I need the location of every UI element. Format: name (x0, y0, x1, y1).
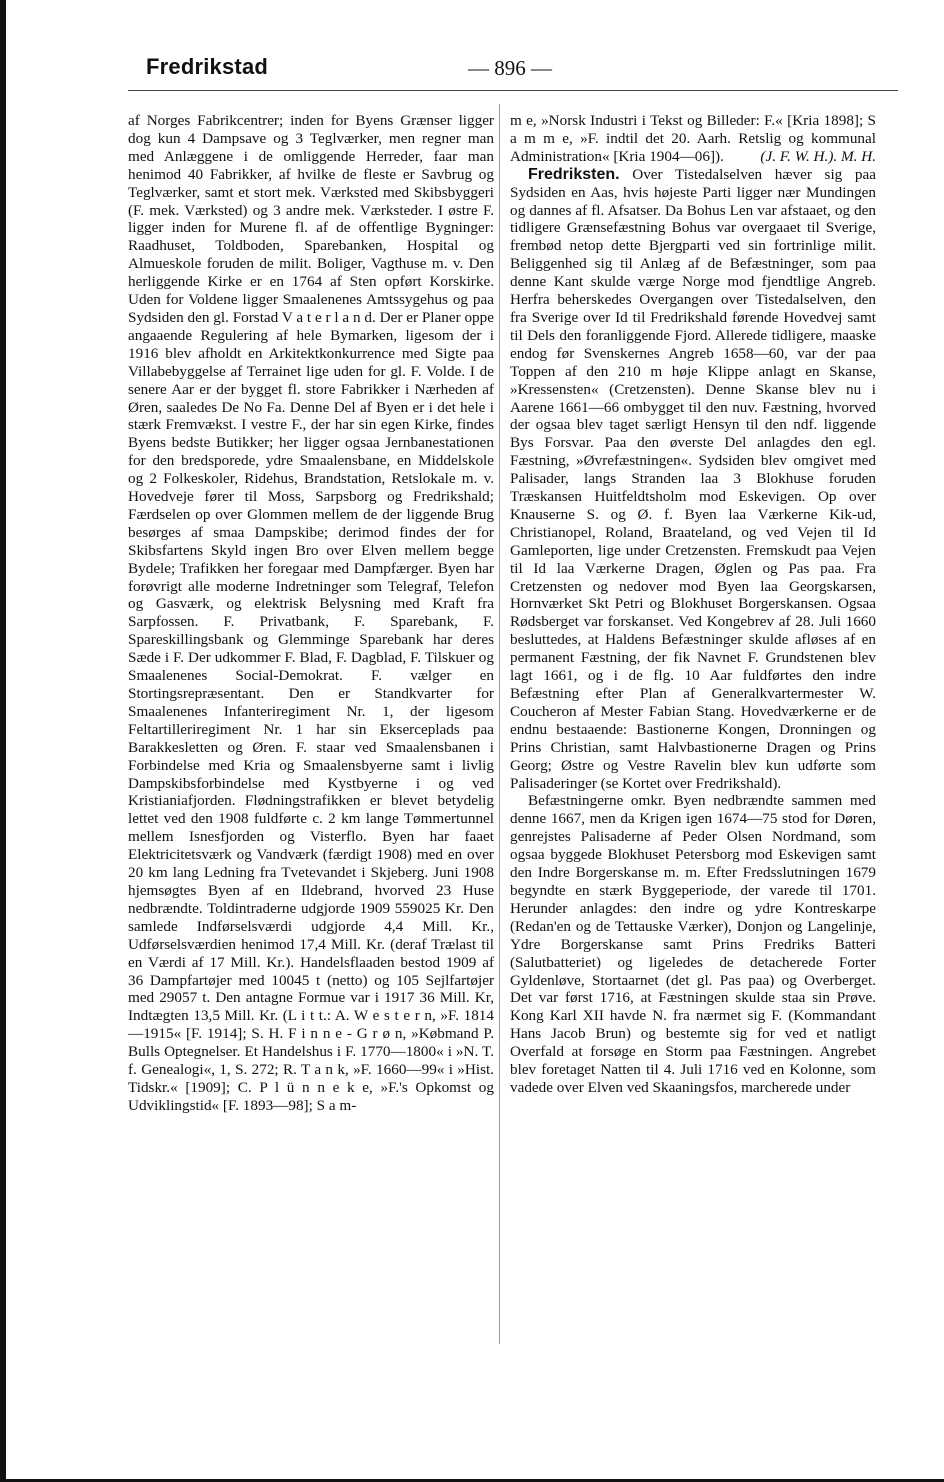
left-column (128, 112, 494, 1342)
entry-fredriksten (510, 166, 876, 793)
entry-paragraph-2: Befæstningerne omkr. Byen nedbrændte sammen med denne 1667, men da Krigen igen 1674—75 stod for Døren, genrejstes Palisaderne af Peder Olsen Nordmand, som ogsaa byggede Blokhuset Petersborg mod Eskevigen samt den Indre Borgerskanse m. m. Efter Fredsslutningen 1679 begyndte en stærk Byggeperiode, der varede til 1701. Herunder anlagdes: den indre og ydre Kontreskarpe (Redan'en og de Tettauske Værker), Donjon og Langelinje, Ydre Borgerskanse samt Prins Fredriks Batteri (Salutbatteriet) og ligeledes de detacherede Forter Gyldenløve, Stortaarnet (det gl. Pas paa) og Overberget. Det var først 1716, at Fæstningen skulde staa sin Prøve. Kong Karl XII havde N. fra nærmet sig F. (Kommandant Hans Jacob Brun) og bestemte sig for ved et natligt Overfald at forsøge en Storm paa Fæstningen. Angrebet blev foretaget Natten til 4. Juli 1716 ved en Kolonne, som vadede over Elven ved Skaaningsfos, marcherede under (510, 792, 876, 1096)
scan-edge-left (0, 0, 6, 1482)
page-header (0, 52, 944, 88)
entry-paragraph-1: Over Tistedalselven hæver sig paa Sydsiden en Aas, hvis højeste Parti ligger nær Mundingen og dannes af fl. Afsatser. Da Bohus Len var afstaaet, og den tidligere Grænsefæstning Bohus var overgaaet til Sverige, frembød netop dette Bjergparti ved sin fortrinlige milit. Beliggenhed sig til Anlæg af de Befæstninger, som paa denne Kant skulde værge Norge mod fjendtlige Angreb. Herfra beherskedes Overgangen over Tistedalselven, den fra Sverige over Id til Fredrikshald førende Hovedvej samt til Dels den foranliggende Fjord. Allerede tidligere, maaske endog før Svenskernes Angreb 1658—60, var der paa Toppen af den 210 m høje Klippe anlagt en Skanse, »Kressensten« (Cretzensten). Denne Skanse blev nu i Aarene 1661—66 ombygget til den nuv. Fæstning, hvorved der ogsaa blev taget særligt Hensyn til den ndf. liggende Bys Forsvar. Paa den øverste Del anlagdes den egl. Fæstning, »Øvrefæstningen«. Sydsiden blev omgivet med Palisader, langs Stranden laa 3 Blokhuse foruden Træskansen Huitfeldtsholm mod Eskevigen. Op over Knauserne S. og Ø. f. Byen laa Værkerne Kik-ud, Christianopel, Roland, Braateland, og ved Vejen til Id Gamleporten, lige under Cretzensten. Fremskudt paa Vejen til Id laa Værkerne Dragen, Øglen og Pas paa. Fra Cretzensten og nedover mod Byen laa Georgskarsen, Hornværket Skt Petri og Blokhuset Borgerskansen. Ogsaa Rødsberget var forskanset. Ved Kongebrev af 28. Juli 1660 besluttedes, at Haldens Befæstninger skulde afløses af en permanent Fæstning, der fik Navnet F. Grundstenen blev lagt 1661, og i de flg. 10 Aar fuldførtes den indre Befæstning efter Plan af Generalkvartermester W. Coucheron af Mester Fabian Stang. Hovedværkerne er de endnu bestaaende: Bastionerne Kongen, Dronningen og Prins Christian, samt Halvbastionerne Dragen og Prins Georg; Østre og Vestre Ravelin blev kun udførte som Palisaderinger (se Kortet over Fredrikshald). (510, 165, 876, 792)
author-signature: (J. F. W. H.). M. H. (760, 147, 876, 165)
header-rule (128, 90, 898, 91)
bibliography-continuation (510, 112, 876, 166)
page-number: — 896 — (468, 56, 552, 80)
left-column-text: af Norges Fabrikcentrer; inden for Byens Grænser ligger dog kun 4 Dampsave og 3 Teglværker, men regner man med Anlæggene i de omliggende Herreder, faar man henimod 40 Fabrikker, af hvilke de fleste er Savbrug og Teglværker, samt et stort mek. Værksted med Skibsbyggeri (F. mek. Værksted) og 3 andre mek. Værksteder. I østre F. ligger inden for Murene fl. af de offentlige Bygninger: Raadhuset, Toldboden, Sparebanken, Hospital og Almueskole foruden de milit. Boliger, Vagthuse m. v. Den herliggende Kirke er en 1764 af Sten opført Korskirke. Uden for Voldene ligger Smaalenenes Amtssygehus og paa Sydsiden den gl. Forstad V a t e r l a n d. Der er Planer oppe angaaende Regulering af hele Bymarken, ligesom der i 1916 blev afholdt en Arkitektkonkurrence med Sigte paa Villabebyggelse af Terrainet lige uden for gl. F. Volde. I de senere Aar er der bygget fl. store Fabrikker i Nærheden af Øren, saaledes De No Fa. Denne Del af Byen er i det hele i stærk Fremvækst. I vestre F., der har sin egen Kirke, findes Byens bedste Butikker; her ligger ogsaa Jernbanestationen for den bredsporede, ydre Smaalensbane, en Middelskole og 2 Folkeskoler, Ridehus, Brandstation, Retslokale m. v. Hovedveje fører til Moss, Sarpsborg og Fredrikshald; Færdselen op over Glommen mellem de der liggende Brug besørges af smaa Dampskibe; derimod findes der for Skibsfartens Skyld ingen Bro over Elven mellem begge Bydele; Trafikken her foregaar med Dampfærger. Byen har forøvrigt alle moderne Indretninger som Telegraf, Telefon og Gasværk, og elektrisk Belysning med Kraft fra Sarpfossen. F. Privatbank, F. Sparebank, F. Spareskillingsbank og Glemminge Sparebank har deres Sæde i F. Der udkommer F. Blad, F. Dagblad, F. Tilskuer og Smaalenenes Social-Demokrat. F. vælger en Stortingsrepræsentant. Den er Standkvarter for Smaalenenes Infanteriregiment Nr. 1, der ligesom Feltartilleriregiment Nr. 1 har sin Ekserceplads paa Barakkesletten og Øren. F. staar ved Smaalensbanen i Forbindelse med Kria og Smaalensbyerne samt i livlig Dampskibsforbindelse med Kystbyerne i og ved Kristianiafjorden. Flødningstrafikken er blevet betydelig lettet ved den 1908 fuldførte c. 2 km lange Tømmertunnel mellem Isnesfjorden og Visterflo. Byen har faaet Elektricitetsværk og Vandværk (færdigt 1908) med en over 20 km lang Ledning fra Tvetevandet i Skjeberg. Juni 1908 hjemsøgtes Byen af en Ildebrand, hvorved 23 Huse nedbrændte. Toldintraderne udgjorde 1909 559025 Kr. Den samlede Indførselsværdi udgjorde 4,4 Mill. Kr., Udførselsværdien henimod 17,4 Mill. Kr. (deraf Trælast til en Værdi af 17 Mill. Kr.). Handelsflaaden bestod 1909 af 36 Dampfartøjer med 10045 t (netto) og 105 Sejlfartøjer med 29057 t. Den antagne Formue var i 1917 36 Mill. Kr, Indtægten 13,5 Mill. Kr. (L i t t.: A. W e s t e r n, »F. 1814—1915« [F. 1914]; S. H. F i n n e - G r ø n, »Købmand P. Bulls Optegnelser. Et Handelshus i F. 1770—1800« i »N. T. f. Genealogi«, 1, S. 272; R. T a n k, »F. 1660—99« i »Hist. Tidskr.« [1909]; C. P l ü n n e k e, »F.'s Opkomst og Udviklingstid« [F. 1893—98]; S a m- (128, 112, 494, 1114)
continuation-text: m e, »Norsk Industri i Tekst og Billeder: F.« [Kria 1898]; S a m m e, »F. indtil det 20. Aarh. Retslig og kommunal Administration« [Kria 1904—06]). (510, 112, 876, 165)
right-column (510, 112, 876, 1342)
entry-headword: Fredriksten. (528, 165, 620, 183)
running-title: Fredrikstad (146, 54, 269, 79)
column-divider (499, 104, 500, 1344)
